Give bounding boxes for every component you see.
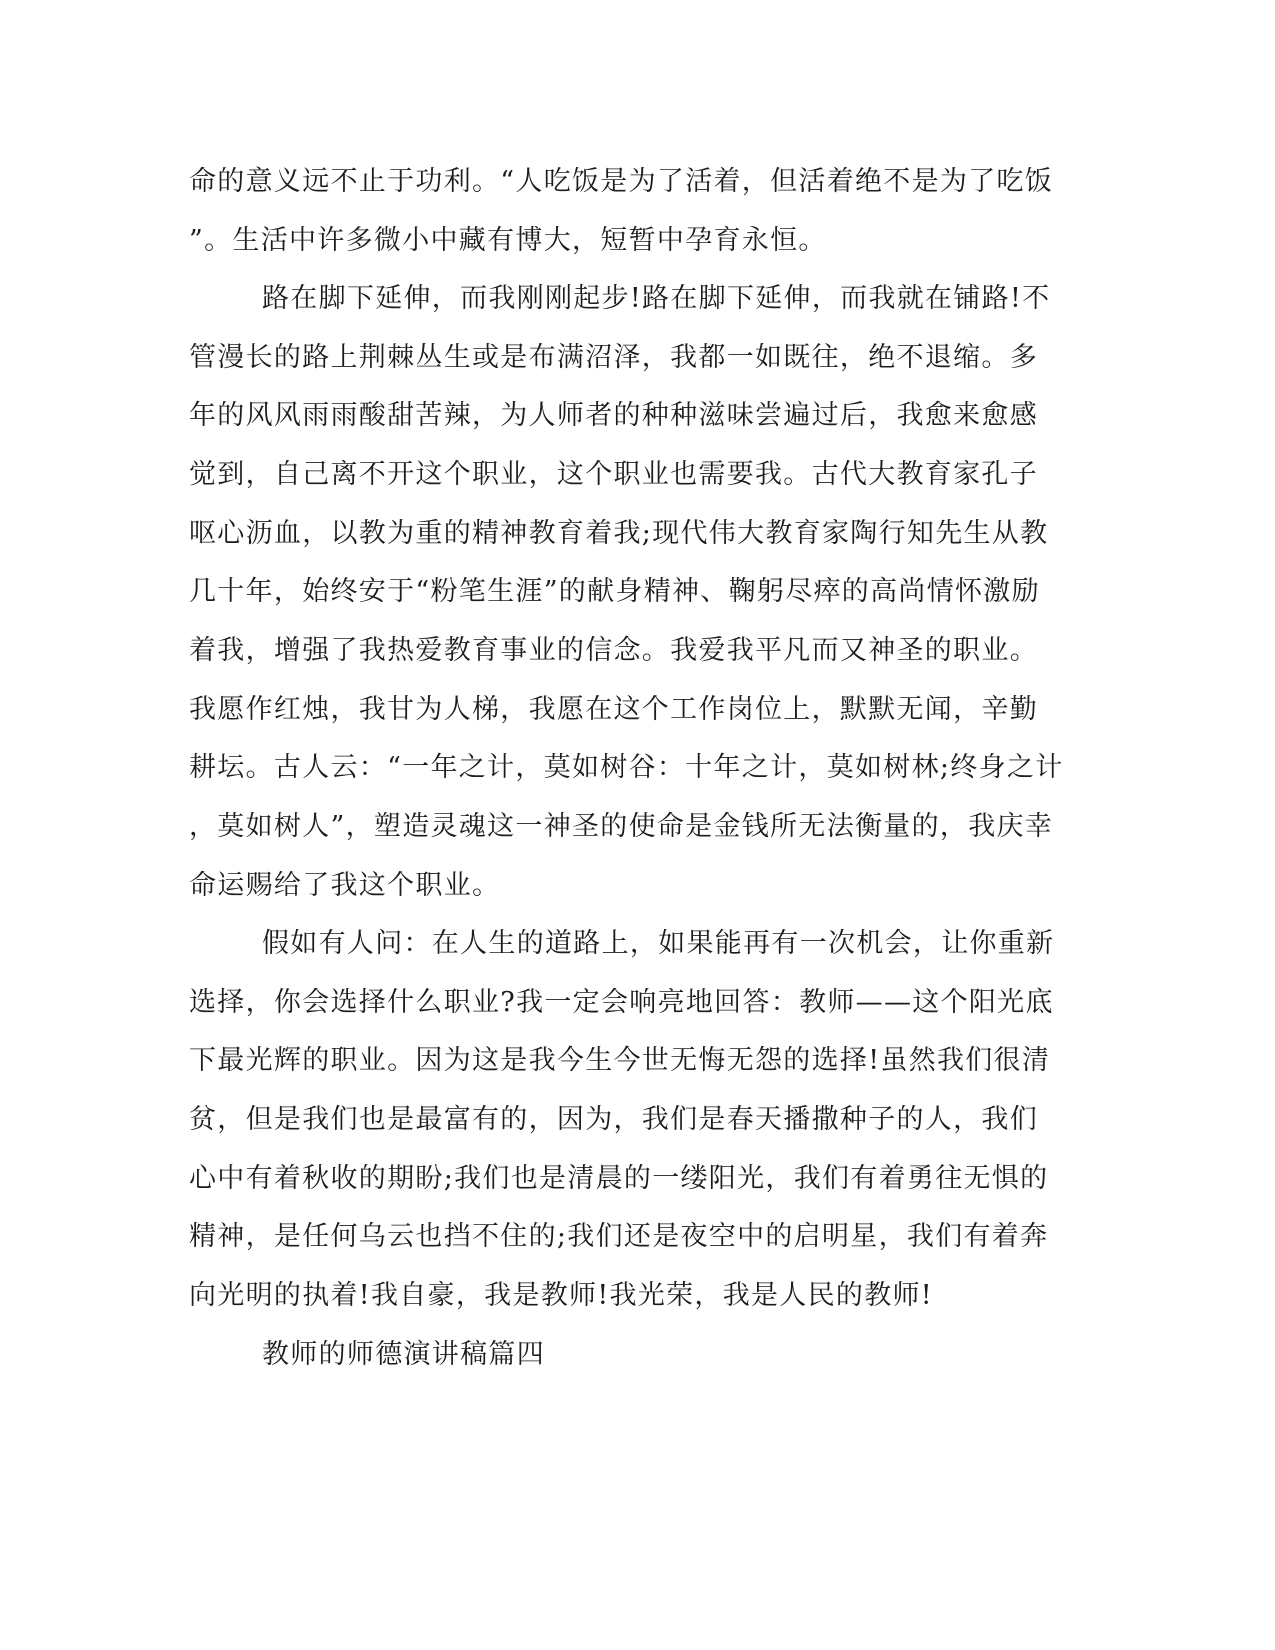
text-line: 命运赐给了我这个职业。 bbox=[189, 870, 501, 901]
text-line: 贫，但是我们也是最富有的，因为，我们是春天播撒种子的人，我们 bbox=[189, 1104, 1038, 1135]
text-line: 管漫长的路上荆棘丛生或是布满沼泽，我都一如既往，绝不退缩。多 bbox=[189, 342, 1038, 373]
text-line: ”。生活中许多微小中藏有博大，短暂中孕育永恒。 bbox=[189, 225, 827, 256]
text-line: 向光明的执着!我自豪，我是教师!我光荣，我是人民的教师! bbox=[189, 1280, 933, 1311]
text-line: 年的风风雨雨酸甜苦辣，为人师者的种种滋味尝遍过后，我愈来愈感 bbox=[189, 400, 1038, 431]
paragraph-start-line: 假如有人问：在人生的道路上，如果能再有一次机会，让你重新 bbox=[262, 928, 1055, 959]
text-line: 我愿作红烛，我甘为人梯，我愿在这个工作岗位上，默默无闻，辛勤 bbox=[189, 694, 1038, 725]
text-line: 觉到，自己离不开这个职业，这个职业也需要我。古代大教育家孔子 bbox=[189, 459, 1038, 490]
text-line: 心中有着秋收的期盼;我们也是清晨的一缕阳光，我们有着勇往无惧的 bbox=[189, 1163, 1049, 1194]
text-line: ，莫如树人”，塑造灵魂这一神圣的使命是金钱所无法衡量的，我庆幸 bbox=[189, 811, 1054, 842]
text-line: 下最光辉的职业。因为这是我今生今世无悔无怨的选择!虽然我们很清 bbox=[189, 1045, 1051, 1076]
text-line: 几十年，始终安于“粉笔生涯”的献身精神、鞠躬尽瘁的高尚情怀激励 bbox=[189, 576, 1040, 607]
text-line: 着我，增强了我热爱教育事业的信念。我爱我平凡而又神圣的职业。 bbox=[189, 635, 1038, 666]
paragraph-start-line: 路在脚下延伸，而我刚刚起步!路在脚下延伸，而我就在铺路!不 bbox=[262, 283, 1051, 314]
text-line: 精神，是任何乌云也挡不住的;我们还是夜空中的启明星，我们有着奔 bbox=[189, 1221, 1049, 1252]
text-line: 选择，你会选择什么职业?我一定会响亮地回答：教师——这个阳光底 bbox=[189, 987, 1054, 1018]
text-line: 命的意义远不止于功利。“人吃饭是为了活着，但活着绝不是为了吃饭 bbox=[189, 166, 1054, 197]
section-heading: 教师的师德演讲稿篇四 bbox=[262, 1339, 545, 1370]
text-line: 耕坛。古人云：“一年之计，莫如树谷：十年之计，莫如树林;终身之计 bbox=[189, 752, 1064, 783]
text-line: 呕心沥血，以教为重的精神教育着我;现代伟大教育家陶行知先生从教 bbox=[189, 518, 1049, 549]
